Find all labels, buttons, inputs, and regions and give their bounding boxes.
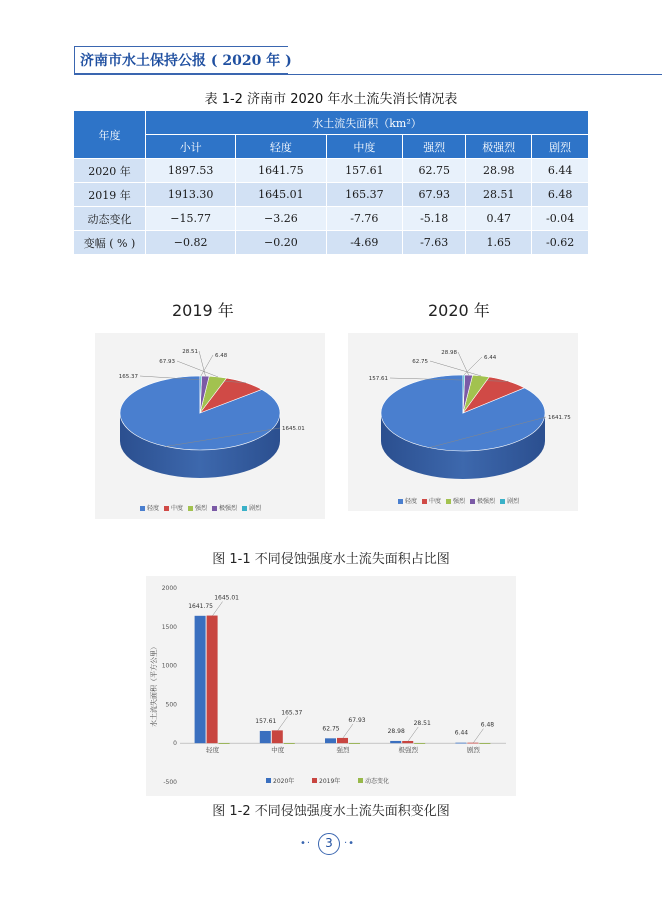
bar-动态变化 <box>284 743 295 744</box>
bar-leader-line <box>213 602 223 616</box>
y-tick-label: 500 <box>165 701 177 709</box>
y-tick-label: -500 <box>163 779 177 786</box>
row-label: 2020 年 <box>74 159 146 183</box>
legend-swatch <box>500 499 505 504</box>
table-cell: −3.26 <box>236 207 326 231</box>
bar-2019年 <box>467 743 478 744</box>
legend-label: 2020年 <box>273 778 295 785</box>
table-cell: 6.48 <box>532 183 589 207</box>
pie-chart-2020 <box>348 333 578 511</box>
col-header: 极强烈 <box>466 135 532 159</box>
legend-swatch <box>140 506 145 511</box>
table-cell: -7.63 <box>403 231 466 255</box>
bar-data-label: 1645.01 <box>214 594 240 602</box>
pie-2020-title: 2020 年 <box>428 301 490 320</box>
legend-swatch <box>422 499 427 504</box>
pie-2019-legend <box>135 503 261 512</box>
table-row <box>74 159 589 183</box>
page-dots-left: •· <box>300 838 312 849</box>
bar-2019年 <box>337 738 348 743</box>
bar-2020年 <box>390 741 401 743</box>
pie-2020-legend <box>393 496 519 505</box>
bar-data-label: 62.75 <box>322 725 340 733</box>
bar-data-label: 28.98 <box>387 727 405 735</box>
bar-2020年 <box>455 743 466 744</box>
bar-data-label: 1641.75 <box>188 602 214 610</box>
pie-2019-title: 2019 年 <box>172 301 234 320</box>
table-cell: 0.47 <box>466 207 532 231</box>
pie-data-label: 6.48 <box>215 353 228 359</box>
row-label: 变幅 ( % ) <box>74 231 146 255</box>
legend-swatch <box>470 499 475 504</box>
legend-label: 轻度 <box>147 505 160 512</box>
legend-swatch <box>358 778 363 783</box>
legend-label: 强烈 <box>453 498 466 505</box>
table-title: 表 1-2 济南市 2020 年水土流失消长情况表 <box>204 92 458 107</box>
bar-leader-line <box>278 716 288 730</box>
legend-swatch <box>398 499 403 504</box>
soil-loss-table <box>73 110 589 255</box>
table-cell: 28.51 <box>466 183 532 207</box>
legend-label: 动态变化 <box>365 778 390 785</box>
bar-动态变化 <box>219 743 230 744</box>
table-cell: 157.61 <box>326 159 403 183</box>
bar-2019年 <box>402 741 413 743</box>
bar-2020年 <box>195 616 206 743</box>
table-cell: 67.93 <box>403 183 466 207</box>
bar-data-label: 165.37 <box>281 709 303 717</box>
pie-data-label: 165.37 <box>118 374 138 380</box>
legend-swatch <box>164 506 169 511</box>
bar-data-label: 6.44 <box>454 729 469 737</box>
bar-leader-line <box>408 727 418 741</box>
pie-data-label: 1641.75 <box>548 415 571 421</box>
col-year-header: 年度 <box>74 111 146 159</box>
pie-data-label: 62.75 <box>412 359 428 365</box>
y-axis-label: 水土流失面积（平方公里） <box>150 643 158 727</box>
legend-label: 中度 <box>171 505 184 512</box>
pie-leader-line <box>199 351 205 376</box>
legend-swatch <box>446 499 451 504</box>
table-row <box>74 207 589 231</box>
legend-label: 2019年 <box>319 778 341 785</box>
table-cell: 165.37 <box>326 183 403 207</box>
bar-2020年 <box>260 731 271 743</box>
row-label: 动态变化 <box>74 207 146 231</box>
legend-label: 剧烈 <box>507 498 520 505</box>
bar-2019年 <box>272 730 283 743</box>
table-cell: 1913.30 <box>146 183 236 207</box>
legend-label: 中度 <box>429 498 442 505</box>
x-tick-label: 轻度 <box>206 746 220 755</box>
pie-data-label: 67.93 <box>159 359 175 365</box>
table-cell: 6.44 <box>532 159 589 183</box>
y-tick-label: 1500 <box>161 623 177 631</box>
legend-swatch <box>212 506 217 511</box>
figure-1-caption: 图 1-1 不同侵蚀强度水土流失面积占比图 <box>212 552 450 567</box>
bar-leader-line <box>343 724 353 738</box>
pie-data-label: 157.61 <box>368 376 388 382</box>
bar-data-label: 157.61 <box>255 717 277 725</box>
table-cell: 28.98 <box>466 159 532 183</box>
col-header: 强烈 <box>403 135 466 159</box>
bar-动态变化 <box>414 743 425 744</box>
table-cell: -4.69 <box>326 231 403 255</box>
table-row <box>74 183 589 207</box>
bar-2019年 <box>207 616 218 744</box>
col-header: 小计 <box>146 135 236 159</box>
legend-label: 剧烈 <box>249 505 262 512</box>
pie-chart-2019 <box>95 333 325 519</box>
col-group-header: 水土流失面积（km²） <box>146 111 589 135</box>
legend-swatch <box>242 506 247 511</box>
legend-swatch <box>312 778 317 783</box>
bar-data-label: 67.93 <box>348 716 366 724</box>
report-title: 济南市水土保持公报 ( 2020 年 ) <box>80 53 292 69</box>
page-number: 3 <box>318 833 340 855</box>
table-cell: 1.65 <box>466 231 532 255</box>
legend-label: 极强烈 <box>477 498 496 505</box>
legend-label: 强烈 <box>195 505 208 512</box>
col-header: 剧烈 <box>532 135 589 159</box>
figure-2-caption: 图 1-2 不同侵蚀强度水土流失面积变化图 <box>212 804 450 819</box>
row-label: 2019 年 <box>74 183 146 207</box>
col-header: 中度 <box>326 135 403 159</box>
pie-data-label: 28.98 <box>441 350 457 356</box>
x-tick-label: 极强烈 <box>398 746 418 755</box>
legend-swatch <box>266 778 271 783</box>
table-cell: −15.77 <box>146 207 236 231</box>
y-tick-label: 0 <box>173 740 177 748</box>
table-row <box>74 231 589 255</box>
table-cell: -0.62 <box>532 231 589 255</box>
bar-data-label: 6.48 <box>480 721 495 729</box>
pie-data-label: 6.44 <box>484 355 497 361</box>
col-header: 轻度 <box>236 135 326 159</box>
table-cell: 1897.53 <box>146 159 236 183</box>
bar-2020年 <box>325 738 336 743</box>
table-cell: -7.76 <box>326 207 403 231</box>
y-tick-label: 1000 <box>161 662 177 670</box>
bar-leader-line <box>473 729 483 743</box>
bar-动态变化 <box>349 743 360 744</box>
table-cell: -0.04 <box>532 207 589 231</box>
legend-label: 轻度 <box>405 498 418 505</box>
pie-data-label: 1645.01 <box>282 426 305 432</box>
table-cell: 1645.01 <box>236 183 326 207</box>
legend-label: 极强烈 <box>219 505 238 512</box>
table-cell: 1641.75 <box>236 159 326 183</box>
x-tick-label: 剧烈 <box>466 746 480 755</box>
header-rule <box>74 74 662 75</box>
legend-swatch <box>188 506 193 511</box>
y-tick-label: 2000 <box>161 585 177 592</box>
table-cell: −0.20 <box>236 231 326 255</box>
bar-chart <box>146 576 516 796</box>
table-cell: -5.18 <box>403 207 466 231</box>
bar-动态变化 <box>479 743 490 744</box>
pie-leader-line <box>430 361 481 376</box>
page-dots-right: ·• <box>344 838 356 849</box>
bar-data-label: 28.51 <box>413 719 431 727</box>
pie-leader-line <box>464 357 482 375</box>
pie-data-label: 28.51 <box>182 349 198 355</box>
x-tick-label: 中度 <box>271 746 285 755</box>
table-cell: 62.75 <box>403 159 466 183</box>
pie-leader-line <box>177 361 218 377</box>
table-cell: −0.82 <box>146 231 236 255</box>
x-tick-label: 强烈 <box>336 746 350 755</box>
